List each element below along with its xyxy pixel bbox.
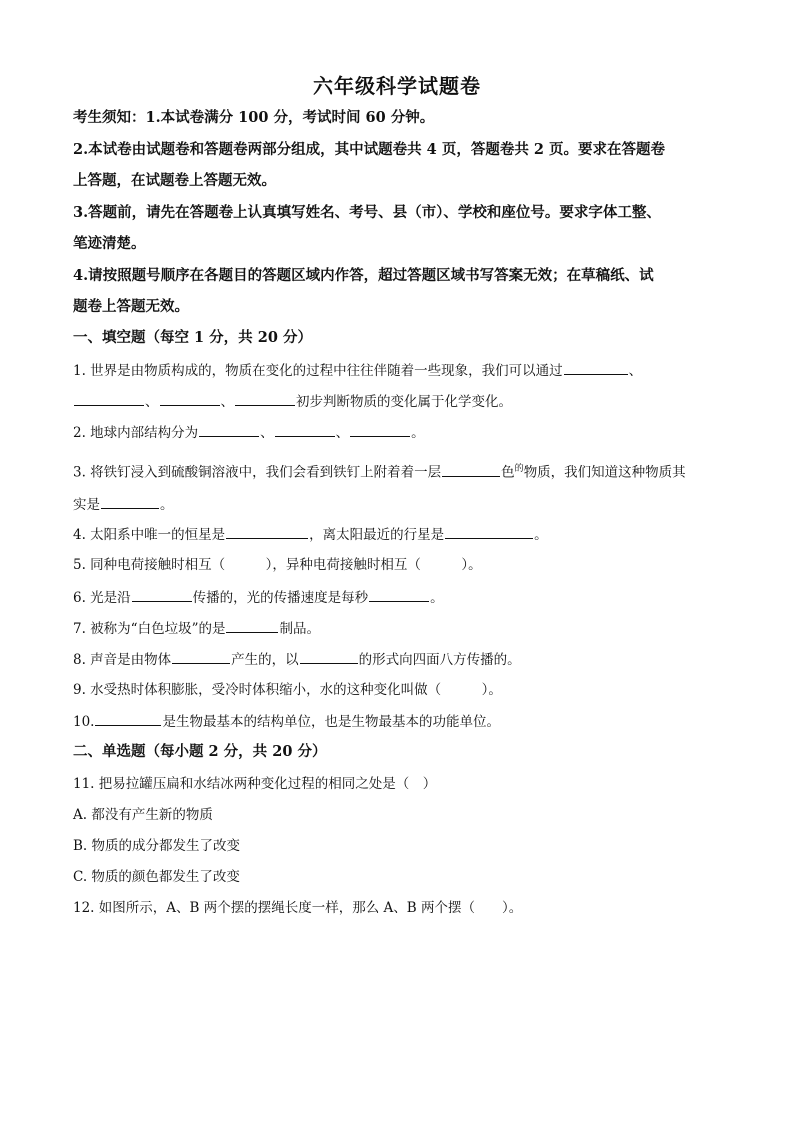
answer-blank	[369, 587, 429, 602]
question-2-text-d: 。	[411, 425, 425, 441]
question-3-line-1	[73, 459, 723, 483]
question-2-sep-c: 、	[335, 425, 350, 441]
question-1-text-e: 初步判断物质的变化属于化学变化。	[296, 394, 512, 410]
question-10	[73, 711, 723, 732]
question-1-text-a: 1. 世界是由物质构成的，物质在变化的过程中往往伴随着一些现象，我们可以通过	[73, 363, 563, 379]
answer-blank	[226, 524, 308, 539]
question-4	[73, 524, 723, 545]
section-heading-single-choice: 二、单选题（每小题 2 分，共 20 分）	[73, 743, 327, 760]
question-5: 5. 同种电荷接触时相互（ ），异种电荷接触时相互（ ）。	[73, 557, 482, 573]
question-2-text-a: 2. 地球内部结构分为	[73, 425, 199, 441]
answer-blank	[226, 618, 278, 633]
answer-blank	[199, 422, 259, 437]
question-11-option-a: A. 都没有产生新的物质	[73, 807, 213, 823]
question-8-text-b: 产生的，以	[231, 652, 299, 668]
notice-line-1: 考生须知：1.本试卷满分 100 分，考试时间 60 分钟。	[73, 109, 435, 126]
section-heading-fill-blank: 一、填空题（每空 1 分，共 20 分）	[73, 329, 312, 346]
question-7	[73, 618, 723, 639]
answer-blank	[101, 494, 159, 509]
answer-blank	[275, 422, 335, 437]
question-4-text-b: ，离太阳最近的行星是	[309, 527, 445, 543]
question-2	[73, 422, 723, 443]
question-1-line-2	[73, 391, 723, 412]
answer-blank	[445, 524, 533, 539]
question-1-line-1	[73, 360, 723, 381]
question-3-text-b: 色	[501, 464, 515, 481]
question-4-text-a: 4. 太阳系中唯一的恒星是	[73, 527, 226, 543]
answer-blank	[235, 391, 295, 406]
notice-line-2: 2.本试卷由试题卷和答题卷两部分组成，其中试题卷共 4 页，答题卷共 2 页。要求在答题卷	[73, 141, 666, 158]
question-3-superscript: 的	[514, 464, 524, 474]
notice-line-5: 笔迹清楚。	[73, 235, 146, 252]
answer-blank	[300, 649, 358, 664]
question-3-text-c: 物质，我们知道这种物质其	[523, 464, 686, 481]
question-1-sep-c: 、	[145, 394, 159, 410]
question-8-text-a: 8. 声音是由物体	[73, 652, 172, 668]
question-8	[73, 649, 723, 670]
question-6	[73, 587, 723, 608]
question-3-text-d: 实是	[73, 497, 100, 513]
question-10-text-b: 是生物最基本的结构单位，也是生物最基本的功能单位。	[162, 714, 500, 730]
question-6-text-c: 。	[430, 590, 444, 606]
answer-blank	[442, 462, 500, 477]
question-8-text-c: 的形式向四面八方传播的。	[358, 652, 521, 668]
answer-blank	[160, 391, 220, 406]
question-12: 12. 如图所示，A、B 两个摆的摆绳长度一样，那么 A、B 两个摆（ ）。	[73, 900, 523, 916]
question-6-text-b: 传播的，光的传播速度是每秒	[192, 590, 369, 606]
question-11: 11. 把易拉罐压扁和水结冰两种变化过程的相同之处是（ ）	[73, 776, 437, 792]
answer-blank	[132, 587, 192, 602]
answer-blank	[564, 360, 628, 375]
answer-blank	[74, 391, 144, 406]
notice-line-4: 3.答题前，请先在答题卷上认真填写姓名、考号、县（市）、学校和座位号。要求字体工整、	[73, 204, 661, 221]
question-11-option-c: C. 物质的颜色都发生了改变	[73, 869, 240, 885]
notice-line-7: 题卷上答题无效。	[73, 298, 189, 315]
answer-blank	[350, 422, 410, 437]
answer-blank	[95, 711, 161, 726]
question-3-text-a: 3. 将铁钉浸入到硫酸铜溶液中，我们会看到铁钉上附着着一层	[73, 464, 442, 481]
question-4-text-c: 。	[534, 527, 548, 543]
question-2-sep-b: 、	[260, 425, 274, 441]
notice-line-3: 上答题，在试题卷上答题无效。	[73, 172, 276, 189]
question-9: 9. 水受热时体积膨胀，受冷时体积缩小，水的这种变化叫做（ ）。	[73, 682, 502, 698]
question-6-text-a: 6. 光是沿	[73, 590, 131, 606]
question-1-sep-d: 、	[220, 394, 234, 410]
question-7-text-b: 制品。	[279, 621, 320, 637]
question-3-text-e: 。	[160, 497, 174, 513]
question-11-option-b: B. 物质的成分都发生了改变	[73, 838, 241, 854]
question-10-text-a: 10.	[73, 714, 95, 730]
page-title: 六年级科学试题卷	[313, 74, 481, 98]
answer-blank	[172, 649, 230, 664]
question-1-sep-b: 、	[628, 363, 643, 379]
notice-line-6: 4.请按照题号顺序在各题目的答题区域内作答，超过答题区域书写答案无效；在草稿纸、试	[73, 267, 654, 284]
question-7-text-a: 7. 被称为“白色垃圾”的是	[73, 621, 226, 637]
question-3-line-2	[73, 494, 723, 515]
